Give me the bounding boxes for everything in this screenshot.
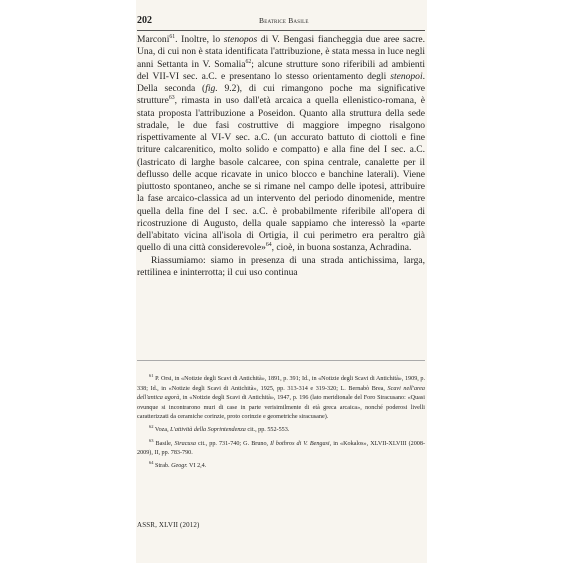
footnote-64 bbox=[137, 462, 425, 472]
journal-footer: ASSR, XLVII (2012) bbox=[137, 521, 200, 529]
italic-term: stenopoi bbox=[390, 70, 423, 82]
text-run: . Della seconda ( bbox=[137, 70, 425, 94]
footnote-number: 62 bbox=[149, 424, 154, 430]
note-text: cit., pp. 731-740; G. Bruno, bbox=[195, 440, 271, 447]
note-title: Geogr. bbox=[171, 463, 188, 470]
footnote-ref-63[interactable]: 63 bbox=[168, 95, 175, 102]
italic-term: stenopos bbox=[223, 34, 258, 45]
page-header bbox=[137, 15, 425, 29]
note-text: , in «Kokalos», XLVII-XLVIII (2008-2009), II, pp. 783-790. bbox=[137, 440, 425, 457]
running-head: Beatrice Basile bbox=[259, 16, 309, 25]
footnote-number: 63 bbox=[149, 437, 154, 443]
footnotes bbox=[137, 372, 425, 475]
footnote-ref-62[interactable]: 62 bbox=[245, 58, 252, 65]
italic-term: fig. bbox=[205, 83, 218, 94]
note-text: cit., pp. 552-553. bbox=[245, 427, 290, 434]
footnote-number: 64 bbox=[149, 460, 154, 466]
note-text: Strab. bbox=[153, 463, 172, 470]
note-text: Basile, bbox=[153, 440, 175, 447]
note-title: Il bothros di V. Bengasi bbox=[270, 440, 330, 447]
paragraph-1 bbox=[137, 34, 425, 255]
text-run: . Inoltre, lo bbox=[175, 34, 224, 45]
page-number: 202 bbox=[137, 15, 152, 26]
note-title: Scavi nell'area dell'antica agorà bbox=[137, 385, 425, 402]
note-text: P. Orsi, in «Notizie degli Scavi di Antichità», 1891, p. 391; Id., in «Notizie degli Scavi di Antichità», 1909, p. 338; Id., in «Notizie degli Scavi di Antichità», 1925, pp. 313-314 e 319-320; L. Bernabò Brea, bbox=[137, 376, 425, 392]
note-text: Voza, bbox=[153, 427, 171, 434]
footnote-63 bbox=[137, 437, 425, 459]
header-rule bbox=[137, 30, 425, 31]
text-run: Marconi bbox=[137, 34, 170, 45]
note-text: , in «Notizie degli Scavi di Antichità», 1947, p. 196 (lato meridionale del Foro Siracusano: «Quasi ovunque si incontrarono muri di case in parte verisimilmente di età greca arcaica», nonché poderosi livelli caratterizzati da ceramiche corinzie, proto corinzie e geometriche siracusane). bbox=[137, 395, 425, 421]
footnote-ref-64[interactable]: 64 bbox=[265, 242, 272, 249]
text-run: , rimasta in uso dall'età arcaica a quella ellenistico-romana, è stata proposta l'attribuzione a Poseidon. Quanto alla struttura della sede stradale, le due fasi costruttive di maggiore impegno risalgono rispettivamente al VI-V sec. a.C. (un accurato battuto di ciottoli e fine triture calcarenitico, molto solido e compatto) e alla fine del I sec. a.C. (lastricato di larghe basole calcaree, con spina centrale, canalette per il deflusso delle acque ricavate in unico blocco e banchine laterali). Viene piuttosto spontaneo, anche se si rimane nel campo delle ipotesi, attribuire la fase arcaico-classica ad un intervento del periodo dinomenide, mentre quella della fine del I sec. a.C. è probabilmente riferibile all'opera di ricostruzione di Augusto, della quale sappiamo che interessò la «parte dell'abitato vicina all'isola di Ortigia, il cui perimetro era peraltro già quello di una città considerevole» bbox=[137, 95, 425, 254]
footnote-number: 61 bbox=[149, 372, 154, 378]
paragraph-2: Riassumiamo: siamo in presenza di una strada antichissima, larga, rettilinea e ininterrotta; il cui uso continua bbox=[137, 254, 425, 278]
footnote-62 bbox=[137, 426, 425, 436]
text-run: , cioè, in buona sostanza, Achradina. bbox=[271, 242, 412, 254]
footnote-ref-61[interactable]: 61 bbox=[169, 33, 176, 40]
note-text: VI 2,4. bbox=[187, 463, 207, 470]
note-title: L'attività della Soprintendenza bbox=[170, 427, 246, 434]
text-run: 9.2), di cui rimangono poche ma significative strutture bbox=[137, 83, 425, 107]
note-title: Siracusa bbox=[174, 440, 196, 447]
main-text bbox=[137, 34, 425, 279]
footnotes-rule bbox=[137, 360, 425, 361]
footnote-61 bbox=[137, 372, 425, 423]
text-run: di V. Bengasi fiancheggia due aree sacre. Una, di cui non è stata identificata l'attribuzione, è stata messa in luce negli anni Settanta in V. Somalia bbox=[137, 34, 425, 70]
text-run: ; alcune strutture sono riferibili ad ambienti del VII-VI sec. a.C. e presentano lo stesso orientamento degli bbox=[137, 58, 426, 82]
